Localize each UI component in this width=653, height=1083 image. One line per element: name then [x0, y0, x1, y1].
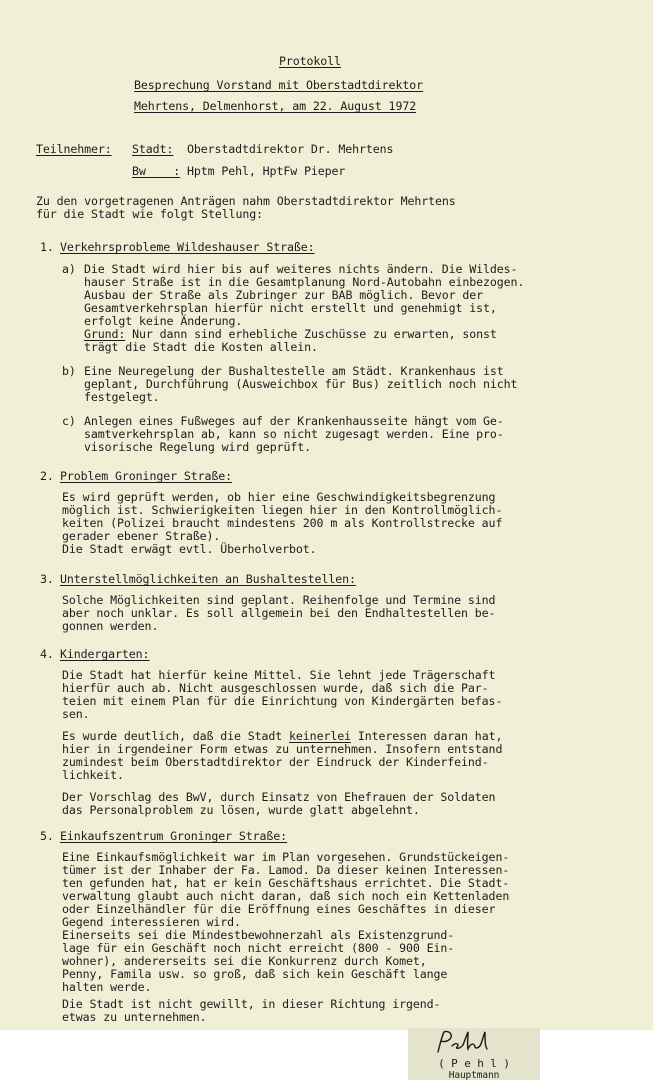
- body-line: etwas zu unternehmen.: [62, 1010, 207, 1024]
- grund-label: Grund:: [84, 327, 126, 341]
- signature-name: ( P e h l ): [438, 1057, 510, 1070]
- protocol-place-date: Mehrtens, Delmenhorst, am 22. August 1972: [134, 99, 417, 113]
- body-line: Gegend interessieren wird.: [62, 915, 241, 929]
- body-line: Die Stadt ist nicht gewillt, in dieser Richtung irgend-: [62, 997, 441, 1011]
- item-label: a): [62, 262, 76, 276]
- body-line: zumindest beim Oberstadtdirektor der Eindruck der Kinderfeind-: [62, 755, 489, 769]
- body-line: hierfür auch ab. Nicht ausgeschlossen wurde, daß sich die Par-: [62, 681, 489, 695]
- section-heading: Unterstellmöglichkeiten an Bushaltestellen:: [60, 572, 356, 586]
- participants-label: Teilnehmer:: [36, 142, 112, 156]
- body-line: Es wird geprüft werden, ob hier eine Geschwindigkeitsbegrenzung: [62, 490, 496, 504]
- handwritten-signature: [432, 1030, 502, 1056]
- body-line: Gesamtverkehrsplan hierfür nicht erstellt und genehmigt ist,: [84, 301, 497, 315]
- body-line: samtverkehrsplan ab, kann so nicht zugesagt werden. Eine pro-: [84, 427, 504, 441]
- body-line: hauser Straße ist in die Gesamtplanung Nord-Autobahn einbezogen.: [84, 275, 525, 289]
- body-line: sen.: [62, 707, 90, 721]
- section-heading: Problem Groninger Straße:: [60, 469, 233, 483]
- section-number: 5.: [40, 829, 54, 843]
- body-line: visorische Regelung wird geprüft.: [84, 440, 312, 454]
- body-line: geplant, Durchführung (Ausweichbox für Bus) zeitlich noch nicht: [84, 377, 518, 391]
- body-line: lage für ein Geschäft noch nicht erreicht (800 - 900 Ein-: [62, 941, 455, 955]
- body-line: festgelegt.: [84, 390, 160, 404]
- body-line: das Personalproblem zu lösen, wurde glatt abgelehnt.: [62, 803, 420, 817]
- body-line: oder Einzelhändler für die Eröffnung eines Geschäftes in dieser: [62, 902, 496, 916]
- participants-bw-label: Bw :: [132, 164, 181, 178]
- signature-block: [408, 1028, 540, 1080]
- section-number: 3.: [40, 572, 54, 586]
- body-line: Einerseits sei die Mindestbewohnerzahl als Existenzgrund-: [62, 928, 455, 942]
- body-line: ten gefunden hat, hat er kein Geschäftshaus errichtet. Die Stadt-: [62, 876, 510, 890]
- body-line: Die Stadt hat hierfür keine Mittel. Sie lehnt jede Trägerschaft: [62, 668, 496, 682]
- body-line: halten werde.: [62, 980, 152, 994]
- body-line: gerader ebener Straße).: [62, 529, 221, 543]
- body-line: Penny, Famila usw. so groß, daß sich kein Geschäft lange: [62, 967, 448, 981]
- section-heading: Einkaufszentrum Groninger Straße:: [60, 829, 288, 843]
- body-line: Die Stadt erwägt evtl. Überholverbot.: [62, 542, 317, 556]
- body-line: keiten (Polizei braucht mindestens 200 m als Kontrollstrecke auf: [62, 516, 503, 530]
- body-line: Die Stadt wird hier bis auf weiteres nichts ändern. Die Wildes-: [84, 262, 518, 276]
- body-line: möglich ist. Schwierigkeiten liegen hier in den Kontrollmöglich-: [62, 503, 503, 517]
- participants-stadt-label: Stadt:: [132, 142, 174, 156]
- section-number: 1.: [40, 240, 54, 254]
- intro-line: Zu den vorgetragenen Anträgen nahm Oberstadtdirektor Mehrtens: [36, 194, 456, 208]
- body-line: Eine Einkaufsmöglichkeit war im Plan vorgesehen. Grundstückeigen-: [62, 850, 510, 864]
- body-line: hier in irgendeiner Form etwas zu unternehmen. Insofern entstand: [62, 742, 503, 756]
- item-label: b): [62, 364, 76, 378]
- emphasis-keinerlei: keinerlei: [289, 729, 351, 743]
- grund-text: Nur dann sind erhebliche Zuschüsse zu erwarten, sonst: [125, 327, 497, 341]
- section-number: 2.: [40, 469, 54, 483]
- signature-rank: Hauptmann: [448, 1070, 500, 1081]
- protocol-subtitle: Besprechung Vorstand mit Oberstadtdirektor: [134, 78, 423, 92]
- item-label: c): [62, 414, 76, 428]
- body-line: aber noch unklar. Es soll allgemein bei den Endhaltestellen be-: [62, 606, 496, 620]
- section-heading: Kindergarten:: [60, 647, 150, 661]
- participants-bw-value: Hptm Pehl, HptFw Pieper: [187, 164, 346, 178]
- section-number: 4.: [40, 647, 54, 661]
- text-span: Interessen daran hat,: [350, 729, 503, 743]
- body-line: Ausbau der Straße als Zubringer zur BAB möglich. Bevor der: [84, 288, 484, 302]
- intro-line: für die Stadt wie folgt Stellung:: [36, 207, 264, 221]
- text-span: Es wurde deutlich, daß die Stadt: [62, 729, 290, 743]
- body-line: Solche Möglichkeiten sind geplant. Reihenfolge und Termine sind: [62, 593, 496, 607]
- body-line: tümer ist der Inhaber der Fa. Lamod. Da dieser keinen Interessen-: [62, 863, 510, 877]
- body-line: trägt die Stadt die Kosten allein.: [84, 340, 318, 354]
- body-line: Anlegen eines Fußweges auf der Krankenhausseite hängt vom Ge-: [84, 414, 504, 428]
- participants-stadt-value: Oberstadtdirektor Dr. Mehrtens: [187, 142, 394, 156]
- body-line: gonnen werden.: [62, 619, 159, 633]
- body-line: lichkeit.: [62, 768, 124, 782]
- body-line: erfolgt keine Änderung.: [84, 314, 243, 328]
- body-line: teien mit einem Plan für die Einrichtung von Kindergärten befas-: [62, 694, 503, 708]
- body-line: Eine Neuregelung der Bushaltestelle am Städt. Krankenhaus ist: [84, 364, 504, 378]
- section-heading: Verkehrsprobleme Wildeshauser Straße:: [60, 240, 315, 254]
- body-line: Der Vorschlag des BwV, durch Einsatz von Ehefrauen der Soldaten: [62, 790, 496, 804]
- protocol-title: Protokoll: [279, 54, 341, 68]
- body-line: verwaltung glaubt auch nicht daran, daß sich noch ein Kettenladen: [62, 889, 510, 903]
- body-line: wohner), andererseits sei die Konkurrenz durch Komet,: [62, 954, 427, 968]
